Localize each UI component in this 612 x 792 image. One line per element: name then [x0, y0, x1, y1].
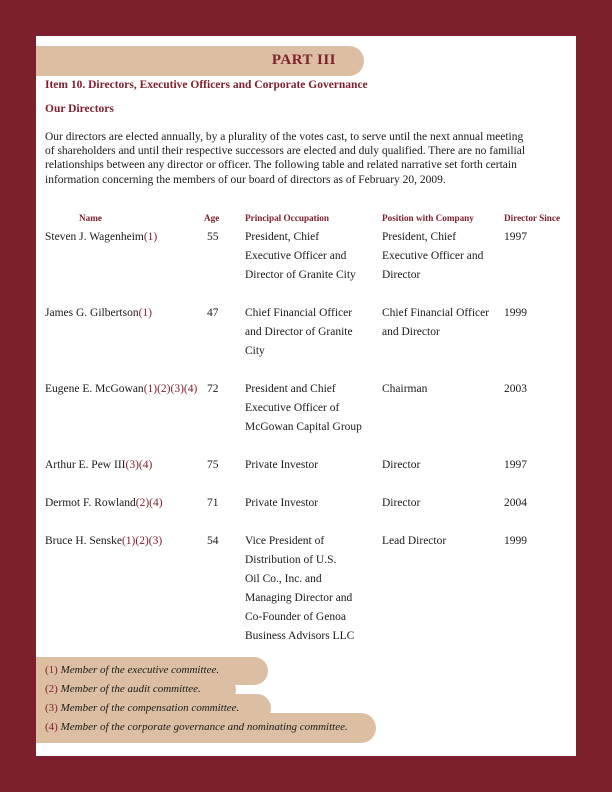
intro-line: information concerning the members of our board of directors as of February 20, 2009. [45, 173, 446, 186]
column-header-position: Position with Company [382, 213, 474, 223]
footnote-number: (1) [45, 664, 58, 676]
director-age: 75 [207, 459, 219, 471]
occupation-line: Managing Director and [245, 592, 353, 604]
footnote-text: Member of the audit committee. [57, 683, 201, 695]
position-line: President, Chief [382, 231, 457, 243]
principal-occupation [245, 228, 356, 285]
director-age: 71 [207, 497, 219, 509]
position-line: Lead Director [382, 535, 447, 547]
director-name-text: Dermot F. Rowland [45, 497, 136, 509]
principal-occupation [245, 494, 318, 513]
director-name [45, 228, 157, 247]
footnote-number: (3) [45, 702, 58, 714]
footnote-4 [45, 721, 348, 733]
occupation-line: Private Investor [245, 459, 319, 471]
occupation-line: President, Chief [245, 231, 320, 243]
director-since: 1999 [504, 307, 527, 319]
column-header-age: Age [204, 213, 220, 223]
item-heading: Item 10. Directors, Executive Officers and Corporate Governance [45, 79, 368, 91]
position-with-company [382, 456, 420, 475]
committee-refs: (2)(4) [135, 497, 163, 509]
director-since: 1997 [504, 231, 527, 243]
footnote-text: Member of the compensation committee. [57, 702, 240, 714]
intro-line: of shareholders and until their respective successors are elected and duly qualified. There are no familial [45, 145, 526, 158]
occupation-line: Executive Officer and [245, 250, 347, 262]
committee-refs: (1) [143, 231, 158, 243]
director-name-text: Eugene E. McGowan [45, 383, 144, 395]
occupation-line: Chief Financial Officer [245, 307, 353, 319]
occupation-line: President and Chief [245, 383, 336, 395]
principal-occupation [245, 304, 353, 361]
intro-line: relationships between any director or officer. The following table and related narrative set forth certain [45, 159, 517, 172]
position-with-company [382, 304, 489, 342]
principal-occupation [245, 380, 362, 437]
section-heading: Our Directors [45, 103, 114, 115]
column-header-name: Name [79, 213, 102, 223]
director-name [45, 532, 162, 551]
director-name [45, 456, 152, 475]
position-with-company [382, 532, 446, 551]
director-since: 1997 [504, 459, 527, 471]
footnote-1 [45, 664, 219, 676]
director-age: 54 [207, 535, 219, 547]
director-name-text: Arthur E. Pew III [45, 459, 126, 471]
occupation-line: Executive Officer of [245, 402, 340, 414]
committee-refs: (1)(2)(3)(4) [143, 383, 198, 395]
column-header-occupation: Principal Occupation [245, 213, 329, 223]
director-name [45, 380, 197, 399]
director-since: 2004 [504, 497, 527, 509]
intro-line: Our directors are elected annually, by a plurality of the votes cast, to serve until the next annual meeting [45, 131, 524, 143]
director-name-text: Bruce H. Senske [45, 535, 122, 547]
director-name-text: Steven J. Wagenheim [45, 231, 144, 243]
occupation-line: Distribution of U.S. [245, 554, 337, 566]
position-with-company [382, 494, 420, 513]
position-line: Chairman [382, 383, 428, 395]
director-since: 2003 [504, 383, 527, 395]
occupation-line: Director of Granite City [245, 269, 356, 281]
director-name [45, 494, 163, 513]
footnote-text: Member of the executive committee. [57, 664, 220, 676]
principal-occupation [245, 456, 318, 475]
position-line: Director [382, 459, 421, 471]
occupation-line: Vice President of [245, 535, 325, 547]
position-line: Chief Financial Officer [382, 307, 490, 319]
occupation-line: McGowan Capital Group [245, 421, 362, 433]
committee-refs: (1) [138, 307, 153, 319]
footnote-number: (2) [45, 683, 58, 695]
occupation-line: and Director of Granite [245, 326, 353, 338]
part-title: PART III [271, 52, 336, 68]
occupation-line: Private Investor [245, 497, 319, 509]
director-age: 72 [207, 383, 219, 395]
occupation-line: Business Advisors LLC [245, 630, 355, 642]
occupation-line: Co-Founder of Genoa [245, 611, 346, 623]
principal-occupation [245, 532, 354, 646]
committee-refs: (1)(2)(3) [121, 535, 163, 547]
column-header-director-since: Director Since [504, 213, 561, 223]
director-age: 47 [207, 307, 219, 319]
position-line: Executive Officer and [382, 250, 484, 262]
position-with-company [382, 228, 483, 285]
footnote-text: Member of the corporate governance and nominating committee. [57, 721, 348, 733]
footnote-2 [45, 683, 201, 695]
position-line: Director [382, 497, 421, 509]
occupation-line: City [245, 345, 265, 357]
position-with-company [382, 380, 427, 399]
director-since: 1999 [504, 535, 527, 547]
director-name-text: James G. Gilbertson [45, 307, 139, 319]
part-banner [36, 46, 364, 76]
committee-refs: (3)(4) [125, 459, 153, 471]
footnote-3 [45, 702, 239, 714]
occupation-line: Oil Co., Inc. and [245, 573, 322, 585]
position-line: Director [382, 269, 421, 281]
footnote-number: (4) [45, 721, 58, 733]
intro-paragraph [45, 130, 550, 187]
director-age: 55 [207, 231, 219, 243]
document-page [36, 36, 576, 756]
position-line: and Director [382, 326, 440, 338]
director-name [45, 304, 152, 323]
